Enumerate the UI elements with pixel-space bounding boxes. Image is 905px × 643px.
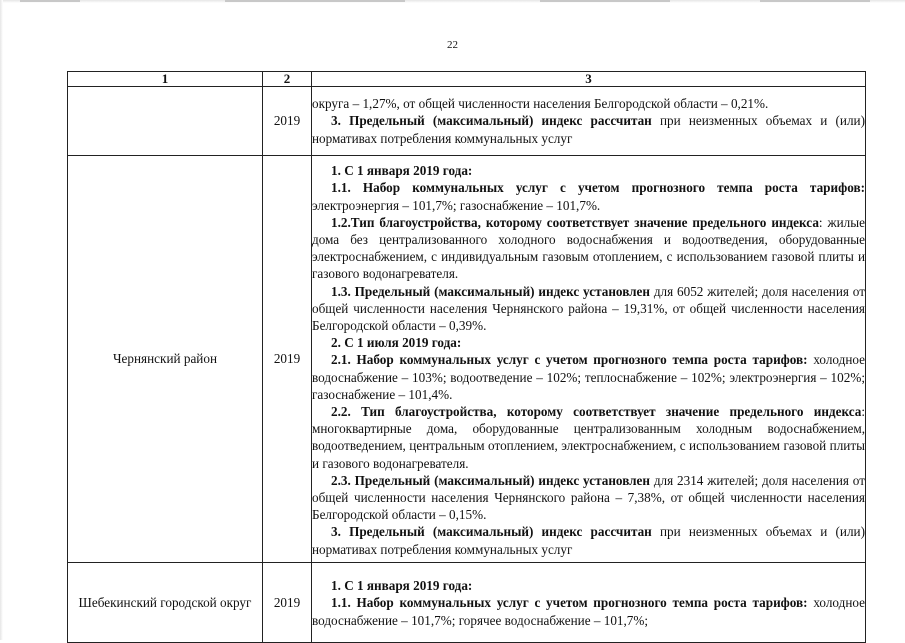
table-header-row bbox=[68, 72, 866, 87]
paragraph-text: холодное водоснабжение – 101,7%; горячее водоснабжение – 101,7%; bbox=[312, 595, 865, 628]
year-cell: 2019 bbox=[263, 563, 312, 643]
paragraph bbox=[312, 179, 865, 213]
description-cell bbox=[312, 563, 866, 643]
paragraph bbox=[312, 351, 865, 403]
scan-artifact bbox=[225, 0, 405, 2]
paragraph-text: для 2314 жителей; доля населения от общей численности населения Чернянского района – 7,38%, от общей численности населения Белгородской области – 0,15%. bbox=[312, 472, 865, 523]
paragraph bbox=[312, 334, 865, 351]
paragraph-text: при неизменных объемах и (или) нормативах потребления коммунальных услуг bbox=[312, 113, 865, 146]
paragraph-bold-text: 2.2. Тип благоустройства, которому соответствует значение предельного индекса bbox=[331, 404, 862, 419]
paragraph bbox=[312, 403, 865, 472]
paragraph bbox=[312, 472, 865, 524]
paragraph-bold-text: 2.1. Набор коммунальных услуг с учетом прогнозного темпа роста тарифов: bbox=[331, 352, 808, 368]
paragraph bbox=[312, 214, 865, 283]
paragraph bbox=[312, 283, 865, 335]
table-row bbox=[68, 87, 866, 156]
column-header-2: 2 bbox=[263, 72, 312, 87]
paragraph-bold-text: 2. С 1 июля 2019 года: bbox=[331, 335, 462, 351]
paragraph-bold-text: 1.3. Предельный (максимальный) индекс установлен bbox=[331, 283, 650, 299]
paragraph-text: электроэнергия – 101,7%; газоснабжение – 101,7%. bbox=[312, 197, 601, 213]
municipality-cell: Шебекинский городской округ bbox=[68, 563, 263, 643]
paragraph-bold-text: 3. Предельный (максимальный) индекс рассчитан bbox=[331, 524, 652, 540]
page-number: 22 bbox=[447, 39, 458, 51]
scan-artifact bbox=[20, 0, 80, 2]
scan-top-edge bbox=[0, 0, 905, 3]
paragraph-text: при неизменных объемах и (или) нормативах потребления коммунальных услуг bbox=[312, 524, 865, 557]
table-row bbox=[68, 563, 866, 643]
municipality-cell: Чернянский район bbox=[68, 156, 263, 563]
year-cell: 2019 bbox=[263, 87, 312, 156]
paragraph-text: для 6052 жителей; доля населения от общей численности населения Чернянского района – 19,31%, от общей численности населения Белгородской области – 0,39%. bbox=[312, 283, 865, 333]
paragraph-bold-text: 3. Предельный (максимальный) индекс рассчитан bbox=[331, 113, 652, 129]
column-header-3: 3 bbox=[312, 72, 866, 87]
year-cell: 2019 bbox=[263, 156, 312, 563]
scan-artifact bbox=[540, 0, 670, 2]
paragraph-bold-text: 1.2.Тип благоустройства, которому соответствует значение предельного индекса bbox=[331, 214, 819, 230]
paragraph-text: : многоквартирные дома, оборудованные централизованным холодным водоснабжением, водоотведением, центральным отоплением, электроснабжением, с использованием газовой плиты и газового водонагревателя. bbox=[312, 404, 865, 471]
paragraph-text: холодное водоснабжение – 103%; водоотведение – 102%; теплоснабжение – 102%; электроэнергия – 102%; газоснабжение – 101,4%. bbox=[312, 352, 865, 402]
paragraph bbox=[312, 594, 865, 628]
paragraph-text: округа – 1,27%, от общей численности населения Белгородской области – 0,21%. bbox=[312, 96, 769, 112]
column-header-1: 1 bbox=[68, 72, 263, 87]
paragraph bbox=[312, 95, 865, 112]
paragraph bbox=[312, 112, 865, 146]
document-table bbox=[67, 71, 866, 643]
paragraph bbox=[312, 162, 865, 179]
municipality-cell bbox=[68, 87, 263, 156]
paragraph-bold-text: 2.3. Предельный (максимальный) индекс установлен bbox=[331, 472, 650, 488]
description-cell bbox=[312, 87, 866, 156]
paragraph-bold-text: 1.1. Набор коммунальных услуг с учетом прогнозного темпа роста тарифов: bbox=[331, 180, 865, 196]
scan-artifact bbox=[760, 0, 870, 2]
paragraph-bold-text: 1. С 1 января 2019 года: bbox=[331, 163, 473, 179]
paragraph bbox=[312, 577, 865, 594]
scan-left-edge bbox=[0, 0, 3, 640]
paragraph bbox=[312, 523, 865, 557]
description-cell bbox=[312, 156, 866, 563]
table-row bbox=[68, 156, 866, 563]
paragraph-bold-text: 1.1. Набор коммунальных услуг с учетом прогнозного темпа роста тарифов: bbox=[331, 595, 808, 611]
paragraph-text: : жилые дома без централизованного холодного водоснабжения и водоотведения, оборудованные электроснабжением, с индивидуальным газовым отоплением, с использованием газовой плиты и газового водонагревателя. bbox=[312, 214, 865, 282]
paragraph-bold-text: 1. С 1 января 2019 года: bbox=[331, 578, 473, 594]
